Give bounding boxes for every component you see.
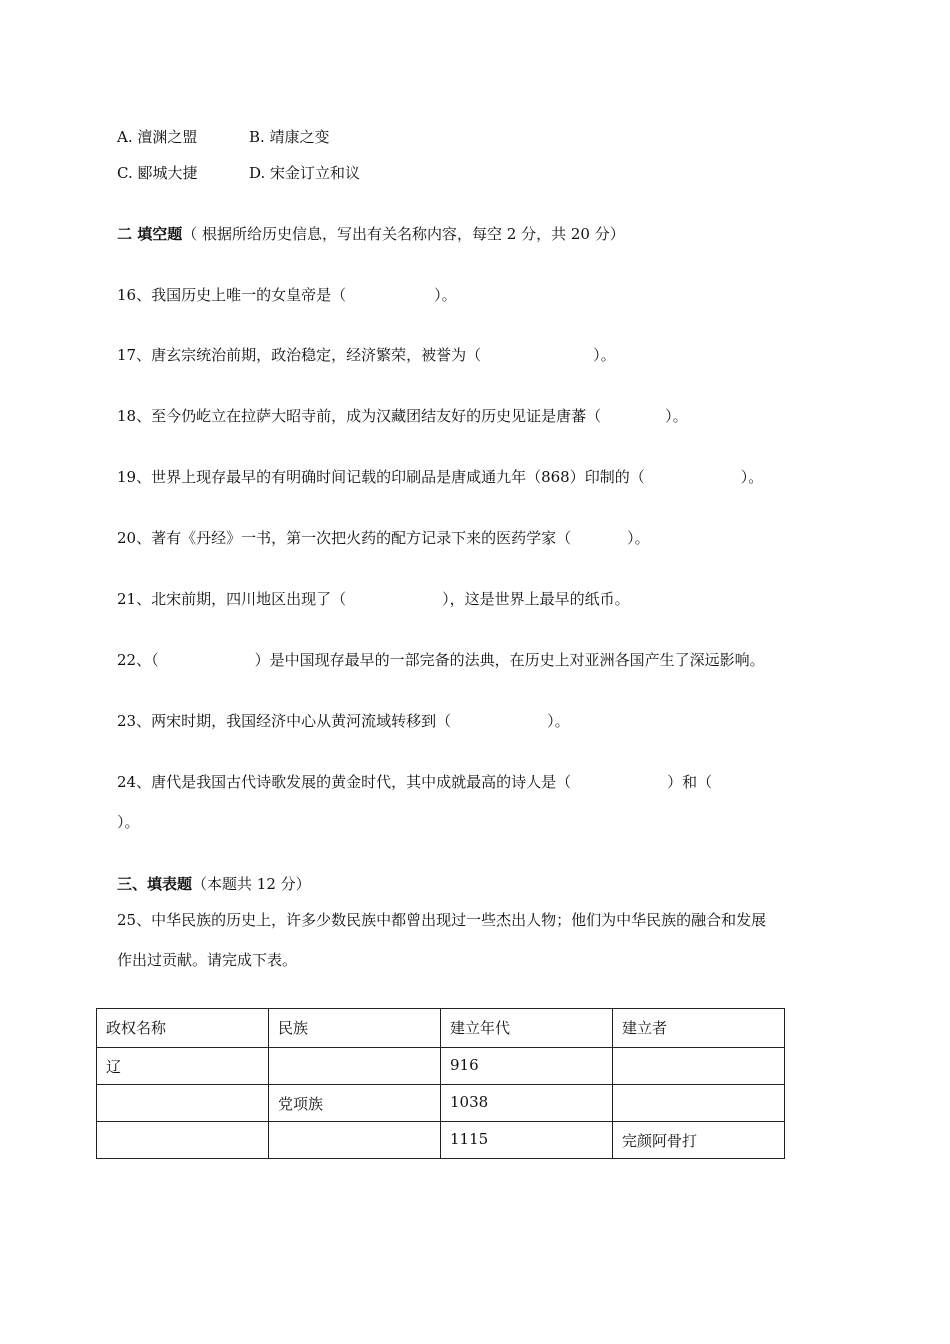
q17-end: ）。 (593, 346, 616, 364)
question-19 (117, 467, 763, 487)
section3-title: 三、填表题 (117, 875, 193, 893)
question-18 (117, 406, 688, 426)
table-cell: 1038 (441, 1085, 613, 1122)
table-cell: 1115 (441, 1122, 613, 1159)
table-row (97, 1048, 785, 1085)
q24-text: 24、唐代是我国古代诗歌发展的黄金时代，其中成就最高的诗人是（ (117, 773, 572, 791)
table-cell (97, 1122, 269, 1159)
table-row (97, 1122, 785, 1159)
q18-text: 18、至今仍屹立在拉萨大昭寺前，成为汉藏团结友好的历史见证是唐蕃（ (117, 407, 602, 425)
question-22 (117, 650, 765, 670)
option-d: D. 宋金订立和议 (249, 164, 361, 182)
question-23 (117, 711, 570, 731)
q24-end: ）。 (117, 813, 140, 831)
option-b: B. 靖康之变 (249, 128, 330, 146)
table-header-cell: 建立年代 (441, 1009, 613, 1048)
section2-title: 二 填空题 (117, 225, 183, 243)
q21-end: ），这是世界上最早的纸币。 (442, 590, 630, 608)
question-24 (117, 772, 712, 792)
q20-end: ）。 (627, 529, 650, 547)
q16-text: 16、我国历史上唯一的女皇帝是（ (117, 286, 347, 304)
q16-end: ）。 (434, 286, 457, 304)
table-cell (269, 1122, 441, 1159)
question-20 (117, 528, 650, 548)
q22-text: 22、（ (117, 651, 159, 669)
q18-end: ）。 (665, 407, 688, 425)
question-16 (117, 285, 457, 305)
section3-note: （本题共 12 分） (192, 875, 311, 893)
q17-text: 17、唐玄宗统治前期，政治稳定，经济繁荣，被誉为（ (117, 346, 482, 364)
q23-end: ）。 (547, 712, 570, 730)
section2-heading (117, 224, 625, 244)
section3-heading (117, 874, 311, 894)
q24-and: ）和（ (667, 773, 713, 791)
question-17 (117, 345, 616, 365)
q22-end: ）是中国现存最早的一部完备的法典，在历史上对亚洲各国产生了深远影响。 (254, 651, 765, 669)
table-cell: 完颜阿骨打 (613, 1122, 785, 1159)
q19-end: ）。 (740, 468, 764, 486)
table-header-cell: 建立者 (613, 1009, 785, 1048)
table-cell (97, 1085, 269, 1122)
table-cell: 辽 (97, 1048, 269, 1085)
options-row-cd (117, 163, 360, 183)
option-c: C. 郾城大捷 (117, 164, 198, 182)
options-row-ab (117, 127, 330, 147)
question-24-cont (117, 812, 140, 832)
option-a: A. 澶渊之盟 (117, 128, 198, 146)
table-cell: 916 (441, 1048, 613, 1085)
table-header-row (97, 1009, 785, 1048)
question-21 (117, 589, 630, 609)
q23-text: 23、两宋时期，我国经济中心从黄河流域转移到（ (117, 712, 452, 730)
section2-note: （ 根据所给历史信息，写出有关名称内容，每空 2 分，共 20 分） (182, 225, 625, 243)
q21-text: 21、北宋前期，四川地区出现了（ (117, 590, 347, 608)
table-row (97, 1085, 785, 1122)
question-25-line1: 25、中华民族的历史上，许多少数民族中都曾出现过一些杰出人物；他们为中华民族的融合和发展 (117, 911, 767, 929)
table-cell (613, 1048, 785, 1085)
question-25-line2: 作出过贡献。请完成下表。 (117, 951, 298, 969)
table-header-cell: 民族 (269, 1009, 441, 1048)
q19-text: 19、世界上现存最早的有明确时间记载的印刷品是唐咸通九年（868）印制的（ (117, 468, 645, 486)
table-cell: 党项族 (269, 1085, 441, 1122)
table-header-cell: 政权名称 (97, 1009, 269, 1048)
regime-table (96, 1008, 785, 1159)
table-cell (613, 1085, 785, 1122)
q20-text: 20、著有《丹经》一书，第一次把火药的配方记录下来的医药学家（ (117, 529, 572, 547)
table-cell (269, 1048, 441, 1085)
